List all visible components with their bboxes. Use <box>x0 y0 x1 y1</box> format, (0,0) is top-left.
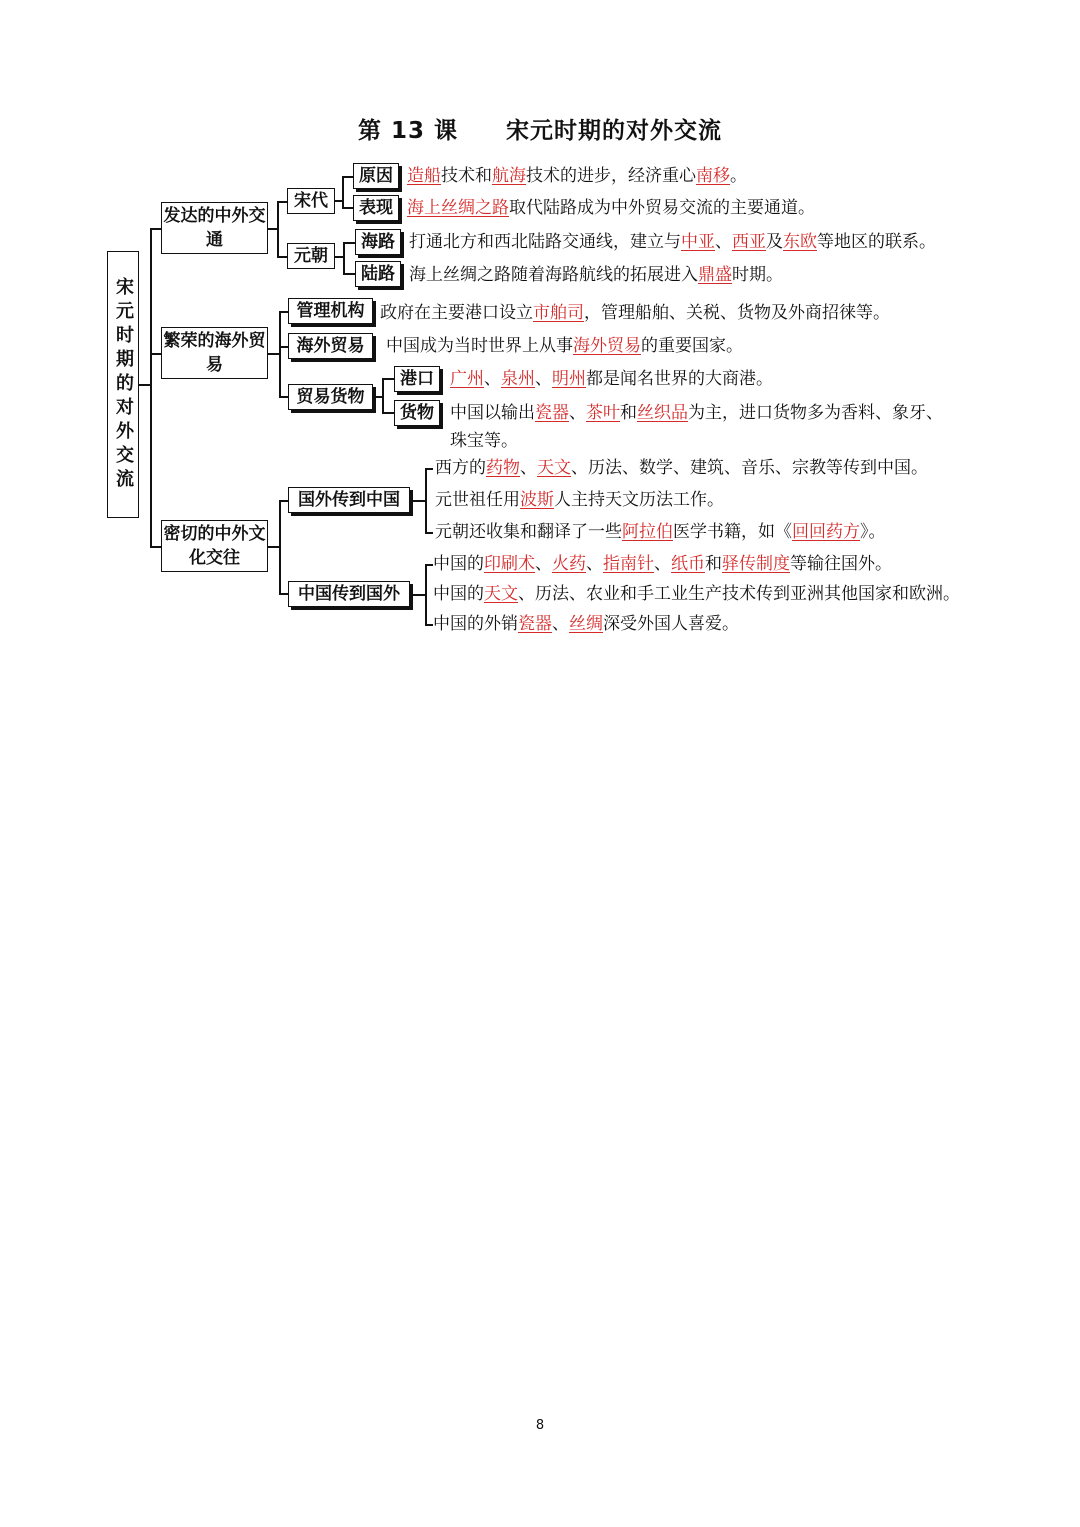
text-segment: 医学书籍，如《 <box>673 522 792 542</box>
text-segment: 、 <box>552 614 569 634</box>
text-segment: 、 <box>715 232 732 252</box>
text-overseas-trade <box>386 334 743 358</box>
text-segment: 珠宝等。 <box>450 431 518 451</box>
node-ports: 港口 <box>394 366 440 392</box>
keyword: 西亚 <box>732 232 766 252</box>
text-segment: 中国的 <box>433 554 484 574</box>
text-land-route <box>409 263 783 287</box>
connector <box>425 564 433 566</box>
connector <box>279 311 281 398</box>
keyword: 南移 <box>696 166 730 186</box>
node-abroad-to-china: 国外传到中国 <box>288 487 410 513</box>
text-segment: 和 <box>620 403 637 423</box>
text-segment: 元世祖任用 <box>435 490 520 510</box>
keyword: 航海 <box>492 166 526 186</box>
text-china-3 <box>433 612 739 636</box>
connector <box>382 378 384 414</box>
text-segment: 、 <box>569 403 586 423</box>
keyword: 造船 <box>407 166 441 186</box>
text-segment: 西方的 <box>435 458 486 478</box>
text-segment: 人主持天文历法工作。 <box>554 490 724 510</box>
text-segment: 、 <box>520 458 537 478</box>
text-segment: 、历法、农业和手工业生产技术传到亚洲其他国家和欧洲。 <box>518 584 960 604</box>
connector <box>342 176 344 209</box>
text-abroad-1 <box>435 456 928 480</box>
branch-culture: 密切的中外文化交往 <box>161 520 268 572</box>
connector <box>410 500 426 502</box>
keyword: 天文 <box>484 584 518 604</box>
keyword: 瓷器 <box>518 614 552 634</box>
text-segment: 及 <box>766 232 783 252</box>
text-segment: 和 <box>705 554 722 574</box>
text-reason <box>407 164 747 188</box>
text-segment: 政府在主要港口设立 <box>380 303 533 323</box>
keyword: 火药 <box>552 554 586 574</box>
keyword: 丝织品 <box>637 403 688 423</box>
keyword: 阿拉伯 <box>622 522 673 542</box>
node-sea-route: 海路 <box>355 229 401 255</box>
text-segment: 、 <box>484 369 501 389</box>
keyword: 指南针 <box>603 554 654 574</box>
branch-traffic: 发达的中外交通 <box>161 202 268 254</box>
text-segment: 技术的进步，经济重心 <box>526 166 696 186</box>
connector <box>279 500 281 595</box>
text-segment: 中国以输出 <box>450 403 535 423</box>
text-segment: 都是闻名世界的大商港。 <box>586 369 773 389</box>
connector <box>425 624 433 626</box>
text-segment: 取代陆路成为中外贸易交流的主要通道。 <box>509 198 815 218</box>
node-goods: 货物 <box>394 400 440 426</box>
node-reason: 原因 <box>353 163 399 189</box>
connector <box>425 564 427 626</box>
keyword: 泉州 <box>501 369 535 389</box>
page-title: 第 13 课 宋元时期的对外交流 <box>357 118 723 144</box>
connector <box>343 242 345 275</box>
node-yuan: 元朝 <box>287 243 335 269</box>
text-china-2 <box>433 582 960 606</box>
keyword: 明州 <box>552 369 586 389</box>
connector <box>425 468 427 534</box>
connector <box>343 242 355 244</box>
keyword: 纸币 <box>671 554 705 574</box>
keyword: 驿传制度 <box>722 554 790 574</box>
text-china-1 <box>433 552 892 576</box>
node-song: 宋代 <box>287 188 335 214</box>
node-land-route: 陆路 <box>355 261 401 287</box>
branch-trade: 繁荣的海外贸易 <box>161 327 268 379</box>
connector <box>425 468 433 470</box>
text-segment: 、 <box>654 554 671 574</box>
keyword: 市舶司 <box>533 303 584 323</box>
text-admin <box>380 301 890 325</box>
text-segment: 、历法、数学、建筑、音乐、宗教等传到中国。 <box>571 458 928 478</box>
keyword: 波斯 <box>520 490 554 510</box>
text-segment: 技术和 <box>441 166 492 186</box>
text-segment: 打通北方和西北陆路交通线，建立与 <box>409 232 681 252</box>
keyword: 鼎盛 <box>698 265 732 285</box>
keyword: 海外贸易 <box>573 336 641 356</box>
text-segment: 、 <box>586 554 603 574</box>
text-segment: 、 <box>535 369 552 389</box>
text-segment: 、 <box>535 554 552 574</box>
text-segment: 中国成为当时世界上从事 <box>386 336 573 356</box>
page-number: 8 <box>535 1418 545 1433</box>
text-goods-2 <box>450 429 518 453</box>
connector <box>410 594 426 596</box>
text-segment: 等地区的联系。 <box>817 232 936 252</box>
keyword: 茶叶 <box>586 403 620 423</box>
node-trade-goods: 贸易货物 <box>288 384 373 410</box>
text-segment: 为主，进口货物多为香料、象牙、 <box>688 403 943 423</box>
keyword: 回回药方 <box>792 522 860 542</box>
connector <box>343 273 355 275</box>
keyword: 天文 <box>537 458 571 478</box>
keyword: 丝绸 <box>569 614 603 634</box>
text-segment: 中国的 <box>433 584 484 604</box>
keyword: 印刷术 <box>484 554 535 574</box>
node-overseas-trade: 海外贸易 <box>288 333 373 359</box>
text-manifest <box>407 196 815 220</box>
keyword: 东欧 <box>783 232 817 252</box>
text-abroad-3 <box>435 520 886 544</box>
keyword: 药物 <box>486 458 520 478</box>
keyword: 广州 <box>450 369 484 389</box>
keyword: 瓷器 <box>535 403 569 423</box>
root-node: 宋元时期的对外交流 <box>107 251 139 518</box>
text-segment: 深受外国人喜爱。 <box>603 614 739 634</box>
keyword: 中亚 <box>681 232 715 252</box>
text-sea-route <box>409 230 936 254</box>
keyword: 海上丝绸之路 <box>407 198 509 218</box>
text-segment: 的重要国家。 <box>641 336 743 356</box>
connector <box>277 201 279 258</box>
text-segment: ，管理船舶、关税、货物及外商招徕等。 <box>584 303 890 323</box>
text-segment: 》。 <box>860 522 886 542</box>
text-segment: 元朝还收集和翻译了一些 <box>435 522 622 542</box>
text-segment: 。 <box>730 166 747 186</box>
text-abroad-2 <box>435 488 724 512</box>
node-china-to-abroad: 中国传到国外 <box>288 581 410 607</box>
connector <box>150 228 152 548</box>
connector <box>425 532 433 534</box>
text-segment: 海上丝绸之路随着海路航线的拓展进入 <box>409 265 698 285</box>
text-goods-1 <box>450 401 943 425</box>
node-manifest: 表现 <box>353 195 399 221</box>
text-segment: 时期。 <box>732 265 783 285</box>
text-segment: 中国的外销 <box>433 614 518 634</box>
text-ports <box>450 367 773 391</box>
text-segment: 等输往国外。 <box>790 554 892 574</box>
node-admin: 管理机构 <box>288 298 373 324</box>
